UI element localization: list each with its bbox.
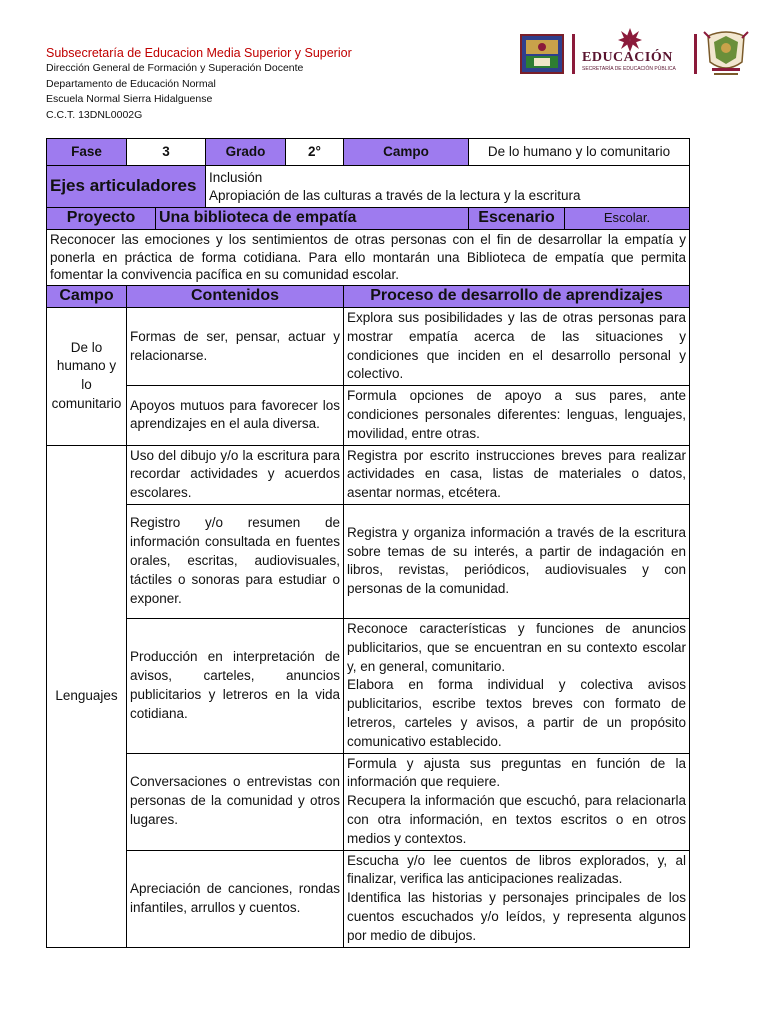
col-contenidos-header: Contenidos <box>127 286 344 308</box>
section-lenguajes: Lenguajes <box>47 445 127 947</box>
contenido-cell: Apreciación de canciones, rondas infantiles, arrullos y cuentos. <box>127 850 344 947</box>
eje-inclusion: Inclusión <box>209 169 263 185</box>
school-emblem-icon <box>702 28 750 78</box>
proceso-line: Elabora en forma individual y colectiva avisos publicitarios, escribe textos breves con formato de letreros, carteles y avisos, a partir de un propósito comunicativo establecido. <box>347 677 687 749</box>
direccion-text: Dirección General de Formación y Superación Docente <box>46 62 304 74</box>
planning-table <box>46 138 690 948</box>
logos-area <box>520 28 750 84</box>
fase-row <box>47 139 690 166</box>
table-row <box>47 386 690 445</box>
table-row <box>47 308 690 386</box>
cct-text: C.C.T. 13DNL0002G <box>46 108 143 121</box>
campo-value: De lo humano y lo comunitario <box>469 139 690 166</box>
proceso-line: Formula y ajusta sus preguntas en función de la información que requiere. <box>347 755 687 790</box>
proceso-line: Reconoce características y funciones de anuncios publicitarios, que se encuentran en su contexto escolar y, en general, comunitario. <box>347 620 687 674</box>
proceso-cell: Formula opciones de apoyo a sus pares, ante condiciones personales diferentes: lenguas, lenguajes, movilidad, entre otras. <box>344 386 690 445</box>
educacion-logo-subtext: SECRETARÍA DE EDUCACIÓN PÚBLICA <box>582 66 676 72</box>
divider <box>572 34 575 74</box>
column-header-row <box>47 286 690 308</box>
ejes-values <box>206 166 690 208</box>
contenido-cell: Conversaciones o entrevistas con personas de la comunidad y otros lugares. <box>127 753 344 850</box>
contenido-cell: Registro y/o resumen de información consultada en fuentes orales, escritas, audiovisuales, táctiles o sonoras para estudiar o exponer. <box>127 504 344 618</box>
table-row <box>47 445 690 504</box>
proyecto-row <box>47 208 690 230</box>
ejes-label: Ejes articuladores <box>47 166 206 208</box>
departamento-text: Departamento de Educación Normal <box>46 77 216 90</box>
ejes-row <box>47 166 690 208</box>
table-row <box>47 618 690 753</box>
proceso-cell <box>344 850 690 947</box>
fase-label: Fase <box>47 139 127 166</box>
proceso-cell: Explora sus posibilidades y las de otras personas para mostrar empatía acerca de las situaciones y condiciones que inciden en el desarrollo personal y colectivo. <box>344 308 690 386</box>
divider <box>694 34 697 74</box>
proyecto-value: Una biblioteca de empatía <box>156 208 469 230</box>
proyecto-label: Proyecto <box>47 208 156 230</box>
proceso-cell <box>344 618 690 753</box>
eje-apropiacion: Apropiación de las culturas a través de la lectura y la escritura <box>209 187 581 203</box>
subsecretaria-text: Subsecretaría de Educacion Media Superior y Superior <box>46 46 352 60</box>
contenido-cell: Formas de ser, pensar, actuar y relacionarse. <box>127 308 344 386</box>
contenido-cell: Producción en interpretación de avisos, carteles, anuncios publicitarios y letreros en la vida cotidiana. <box>127 618 344 753</box>
grado-label: Grado <box>206 139 286 166</box>
table-row <box>47 850 690 947</box>
contenido-cell: Uso del dibujo y/o la escritura para recordar actividades y acuerdos escolares. <box>127 445 344 504</box>
table-row <box>47 753 690 850</box>
educacion-logo-text: EDUCACIÓN <box>582 50 673 65</box>
section-humano-comunitario: De lo humano y lo comunitario <box>47 308 127 446</box>
proceso-cell: Registra por escrito instrucciones breves para realizar actividades en casa, listas de materiales o datos, asentar normas, etcétera. <box>344 445 690 504</box>
proceso-cell <box>344 753 690 850</box>
grado-value: 2° <box>286 139 344 166</box>
proceso-line: Escucha y/o lee cuentos de libros explorados, y, al finalizar, verifica las anticipaciones realizadas. <box>347 852 687 887</box>
col-campo-header: Campo <box>47 286 127 308</box>
contenido-cell: Apoyos mutuos para favorecer los aprendizajes en el aula diversa. <box>127 386 344 445</box>
project-description: Reconocer las emociones y los sentimientos de otras personas con el fin de desarrollar la empatía y ponerla en práctica de forma cotidiana. Para ello montarán una Biblioteca de empatía que permita fomentar la convivencia pacífica en su comunidad escolar. <box>47 230 690 286</box>
proceso-line: Identifica las historias y personajes principales de los cuentos escuchados y/o leídos, y representa algunos por medio de dibujos. <box>347 890 687 943</box>
col-proceso-header: Proceso de desarrollo de aprendizajes <box>344 286 690 308</box>
fase-value: 3 <box>127 139 206 166</box>
escuela-text: Escuela Normal Sierra Hidalguense <box>46 93 213 105</box>
state-shield-icon <box>520 34 564 74</box>
proceso-line: Recupera la información que escuchó, para relacionarla con otra información, en textos escritos o en otros medios y contextos. <box>347 793 687 846</box>
campo-label: Campo <box>344 139 469 166</box>
escenario-value: Escolar. <box>565 208 690 230</box>
letterhead <box>46 46 352 123</box>
proceso-cell: Registra y organiza información a través de la escritura sobre temas de su interés, a partir de indagación en libros, revistas, periódicos, audiovisuales y con personas de la comunidad. <box>344 504 690 618</box>
descripcion-row <box>47 230 690 286</box>
table-row <box>47 504 690 618</box>
escenario-label: Escenario <box>469 208 565 230</box>
sep-flower-icon <box>616 28 644 52</box>
